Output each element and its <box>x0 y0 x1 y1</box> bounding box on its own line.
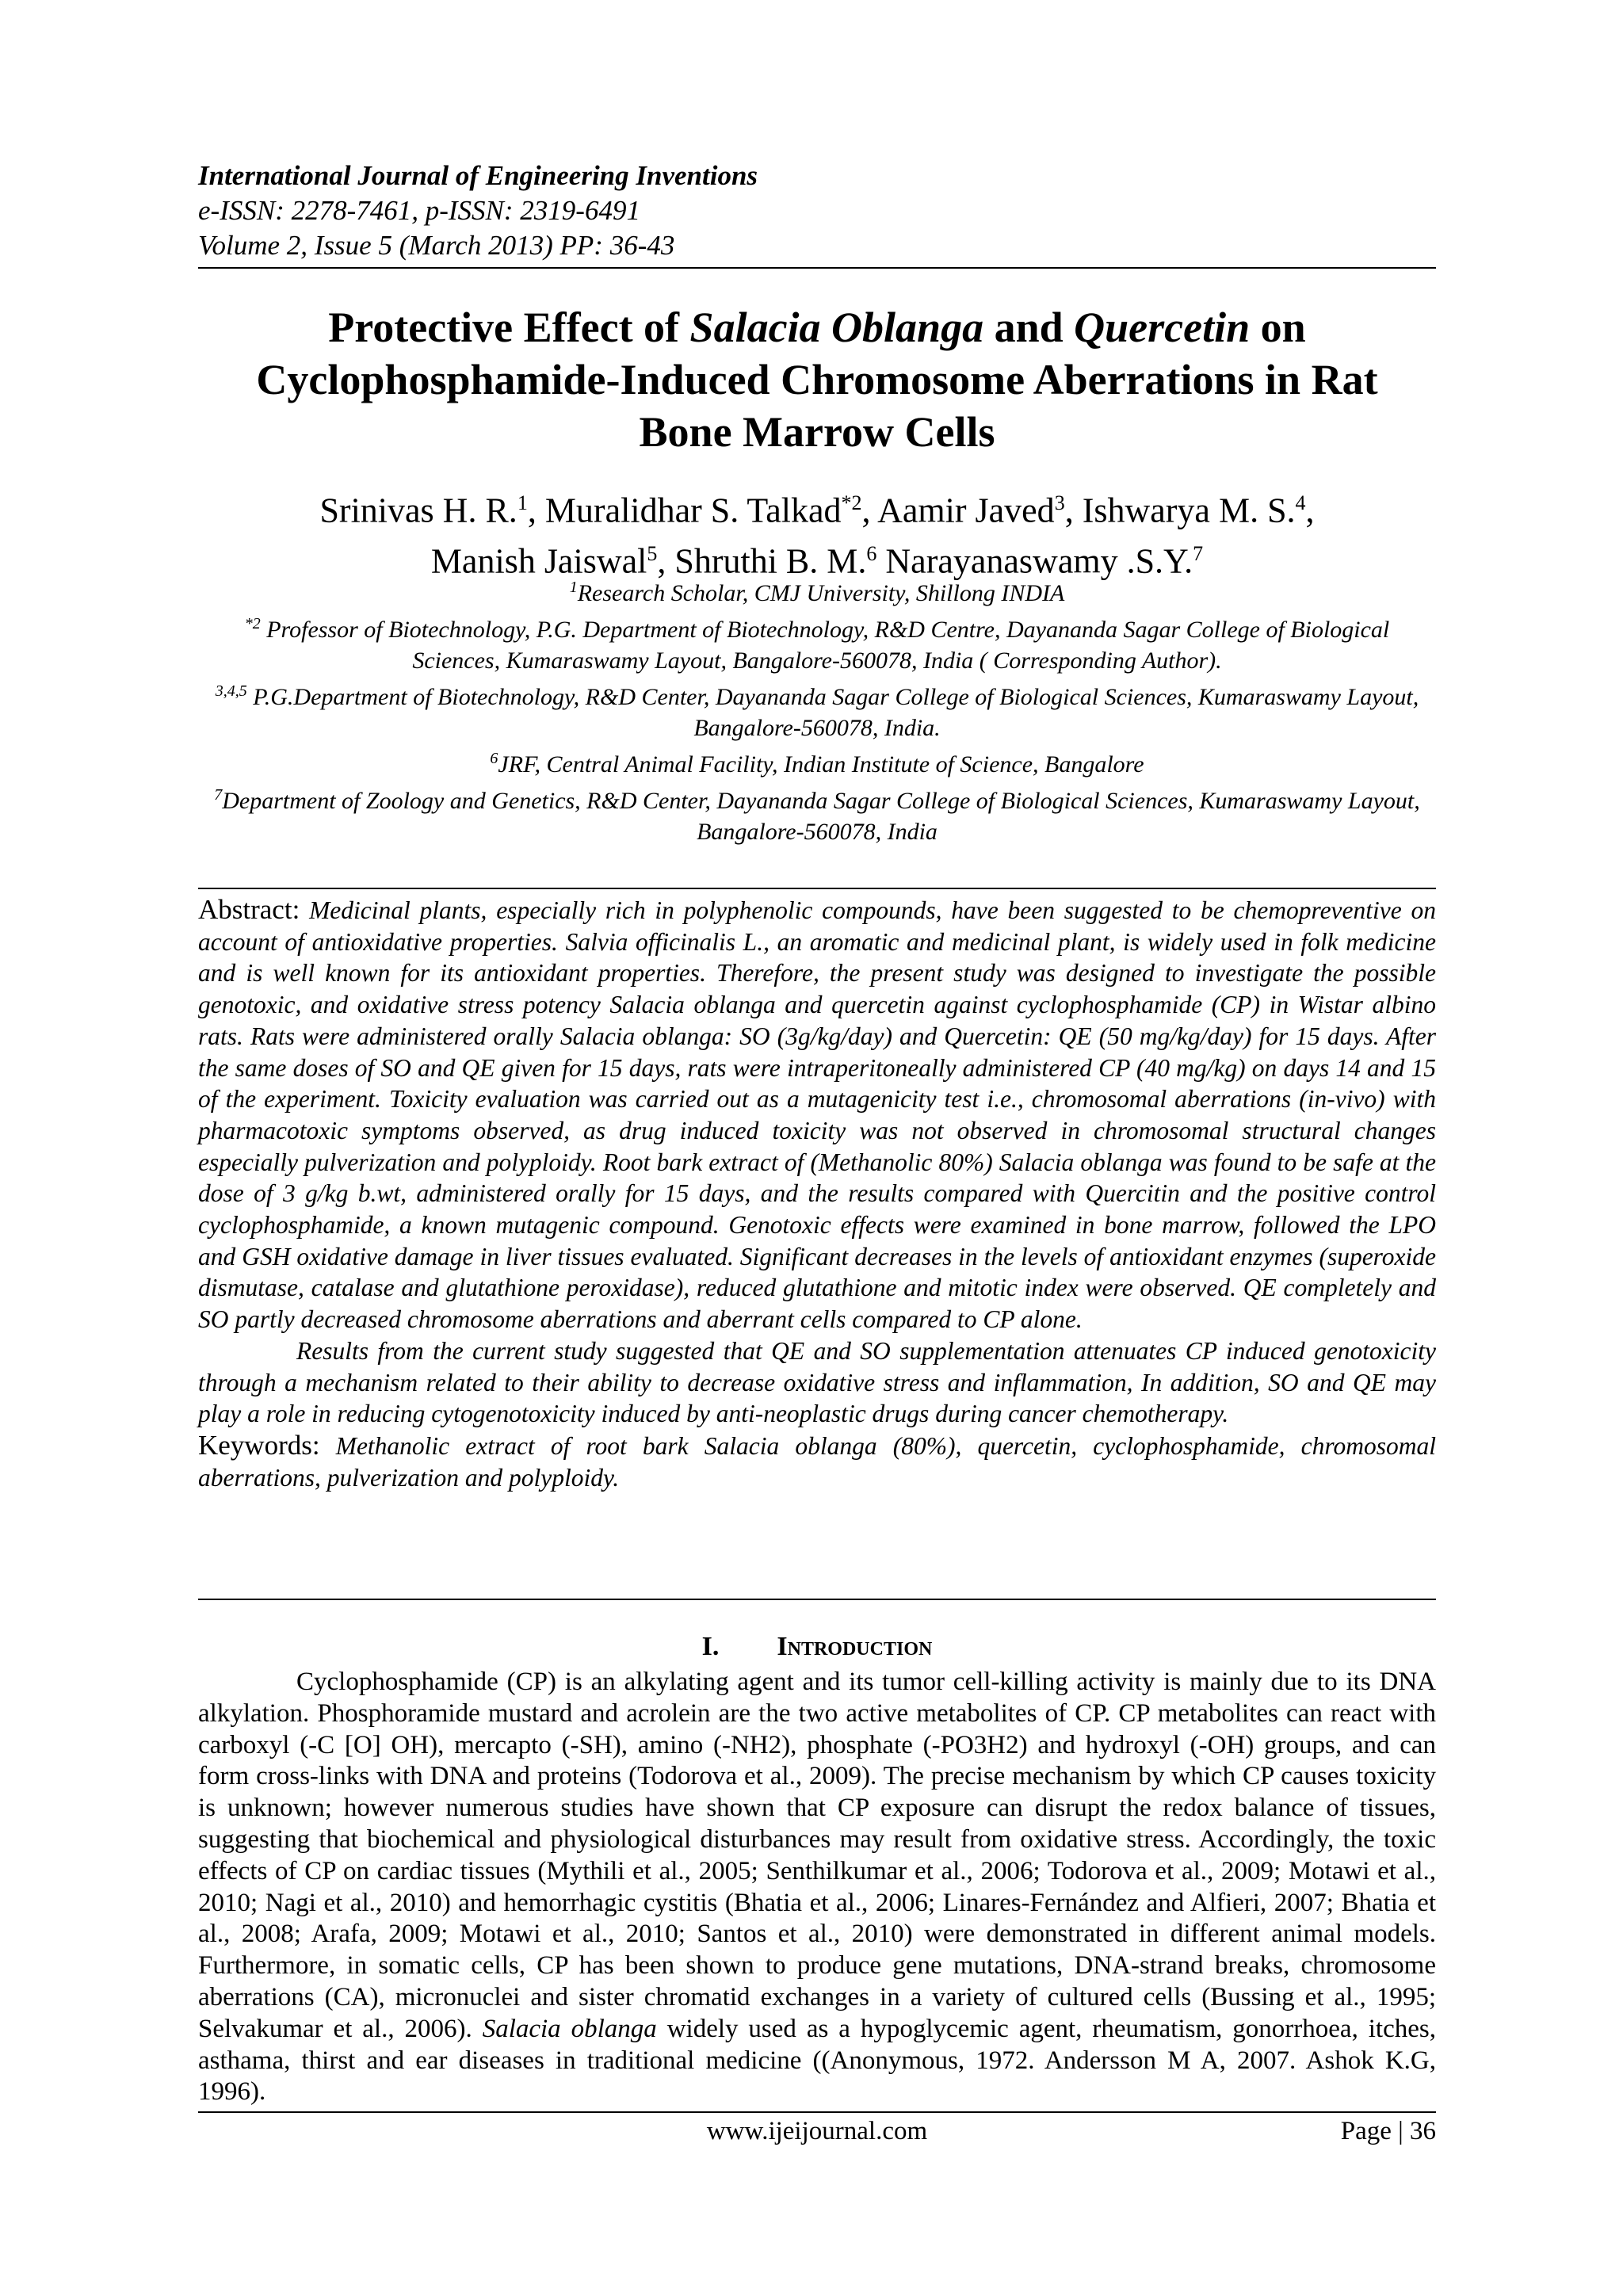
affiliation-sup: 3,4,5 <box>215 682 247 700</box>
title-line-3: Bone Marrow Cells <box>639 408 995 456</box>
author-sup: 7 <box>1193 541 1204 565</box>
journal-issn: e-ISSN: 2278-7461, p-ISSN: 2319-6491 <box>198 195 640 226</box>
section-number: I. <box>701 1632 720 1661</box>
abstract-label: Abstract: <box>198 894 300 925</box>
affiliation-sup: *2 <box>244 615 261 632</box>
header-rule <box>198 267 1436 269</box>
abstract-paragraph-2: Results from the current study suggested that QE and SO supplementation attenuates CP induced genotoxicity through a mechanism related to their ability to decrease oxidative stress and inflammation, In addition, SO and QE may play a role in reducing cytogenotoxicity induced by anti-neoplastic drugs during cancer chemotherapy. <box>198 1336 1436 1428</box>
author-line-1 <box>198 482 1436 533</box>
affiliation-text: P.G.Department of Biotechnology, R&D Center, Dayananda Sagar College of Biological Sciences, Kumaraswamy Layout, Bangalore-560078, India. <box>246 684 1419 741</box>
journal-header <box>198 159 1434 263</box>
author-name: Narayanaswamy .S.Y. <box>876 541 1193 581</box>
author-name: , Aamir Javed <box>861 491 1055 530</box>
abstract-text: Medicinal plants, especially rich in polyphenolic compounds, have been suggested to be chemopreventive on account of antioxidative properties. Salvia officinalis L., an aromatic and medicinal plant, is widely used in folk medicine and is well known for its antioxidant properties. Therefore, the present study was designed to investigate the possible genotoxic, and oxidative stress potency Salacia oblanga and quercetin against cyclophosphamide (CP) in Wistar albino rats. Rats were administered orally Salacia oblanga: SO (3g/kg/day) and Quercetin: QE (50 mg/kg/day) for 15 days. After the same doses of SO and QE given for 15 days, rats were intraperitoneally administered CP (40 mg/kg) on days 14 and 15 of the experiment. Toxicity evaluation was carried out as a mutagenicity test i.e., chromosomal aberrations (in-vivo) with pharmacotoxic symptoms observed, as drug induced toxicity was not observed in chromosomal structural changes especially pulverization and polyploidy. Root bark extract of (Methanolic 80%) Salacia oblanga was found to be safe at the dose of 3 g/kg b.wt, administered orally for 15 days, and the results compared with Quercitin and the positive control cyclophosphamide, a known mutagenic compound. Genotoxic effects were examined in bone marrow, followed the LPO and GSH oxidative damage in liver tissues evaluated. Significant decreases in the levels of antioxidant enzymes (superoxide dismutase, catalase and glutathione peroxidase), reduced glutathione and mitotic index were observed. QE completely and SO partly decreased chromosome aberrations and aberrant cells compared to CP alone. <box>198 896 1436 1334</box>
affiliation-7 <box>198 780 1436 847</box>
author-name: Srinivas H. R. <box>319 491 517 530</box>
affiliation-2 <box>198 609 1436 676</box>
affiliation-text: Research Scholar, CMJ University, Shillong INDIA <box>577 580 1065 606</box>
keywords-label: Keywords: <box>198 1429 320 1461</box>
abstract-paragraph-1 <box>198 894 1436 1335</box>
title-line-2: Cyclophosphamide-Induced Chromosome Aberrations in Rat <box>256 356 1378 403</box>
title-line-1 <box>198 301 1436 353</box>
title-text: and <box>983 304 1075 351</box>
intro-text: widely used as a hypoglycemic agent, rheumatism, gonorrhoea, itches, asthama, thirst and ear diseases in traditional medicine ((Anonymous, 1972. Andersson M A, 2007. Ashok K.G, 1996). <box>198 2014 1436 2107</box>
affiliations <box>198 572 1436 847</box>
keywords-text: Methanolic extract of root bark Salacia oblanga (80%), quercetin, cyclophosphamide, chromosomal aberrations, pulverization and polyploidy. <box>198 1431 1436 1492</box>
footer-page-number: Page | 36 <box>1340 2117 1436 2145</box>
title-species: Salacia Oblanga <box>689 304 984 351</box>
affiliation-1 <box>198 572 1436 609</box>
author-name: Manish Jaiswal <box>430 541 647 581</box>
affiliation-sup: 6 <box>490 750 498 767</box>
author-list <box>198 482 1436 583</box>
affiliation-6 <box>198 743 1436 780</box>
author-name: , Muralidhar S. Talkad <box>527 491 842 530</box>
author-sup: 5 <box>647 541 658 565</box>
affiliation-3 <box>198 676 1436 743</box>
section-heading <box>198 1631 1436 1663</box>
journal-volume: Volume 2, Issue 5 (March 2013) PP: 36-43 <box>198 230 675 261</box>
keywords <box>198 1430 1436 1493</box>
title-text: Protective Effect of <box>328 304 690 351</box>
affiliation-sup: 1 <box>569 579 578 596</box>
intro-species: Salacia oblanga <box>482 2014 657 2043</box>
author-sup: 4 <box>1295 491 1306 514</box>
author-name: , Ishwarya M. S. <box>1064 491 1296 530</box>
author-name: , Shruthi B. M. <box>657 541 867 581</box>
affiliation-text: JRF, Central Animal Facility, Indian Institute of Science, Bangalore <box>498 751 1144 777</box>
abstract-top-rule <box>198 888 1436 889</box>
affiliation-text: Professor of Biotechnology, P.G. Department of Biotechnology, R&D Centre, Dayananda Sagar College of Biological Sciences, Kumaraswamy Layout, Bangalore-560078, India ( Corresponding Author). <box>260 617 1390 674</box>
author-separator: , <box>1305 491 1315 530</box>
introduction-paragraph <box>198 1667 1436 2108</box>
intro-text: Cyclophosphamide (CP) is an alkylating agent and its tumor cell-killing activity is mainly due to its DNA alkylation. Phosphoramide mustard and acrolein are the two active metabolites of CP. CP metabolites can react with carboxyl (-C [O] OH), mercapto (-SH), amino (-NH2), phosphate (-PO3H2) and hydroxyl (-OH) groups, and can form cross-links with DNA and proteins (Todorova et al., 2009). The precise mechanism by which CP causes toxicity is unknown; however numerous studies have shown that CP exposure can disrupt the redox balance of tissues, suggesting that biochemical and physiological disturbances may result from oxidative stress. Accordingly, the toxic effects of CP on cardiac tissues (Mythili et al., 2005; Senthilkumar et al., 2006; Todorova et al., 2009; Motawi et al., 2010; Nagi et al., 2010) and hemorrhagic cystitis (Bhatia et al., 2006; Linares-Fernández and Alfieri, 2007; Bhatia et al., 2008; Arafa, 2009; Motawi et al., 2010; Santos et al., 2010) were demonstrated in different animal models. Furthermore, in somatic cells, CP has been shown to produce gene mutations, DNA-strand breaks, chromosome aberrations (CA), micronuclei and sister chromatid exchanges in a variety of cultured cells (Bussing et al., 1995; Selvakumar et al., 2006). <box>198 1668 1436 2043</box>
journal-title: International Journal of Engineering Inventions <box>198 160 758 191</box>
author-sup: 1 <box>517 491 528 514</box>
affiliation-text: Department of Zoology and Genetics, R&D Center, Dayananda Sagar College of Biological Sciences, Kumaraswamy Layout, Bangalore-560078, India <box>222 788 1420 845</box>
title-compound: Quercetin <box>1074 304 1251 351</box>
author-sup: *2 <box>841 491 862 514</box>
paper-title <box>198 301 1436 458</box>
footer-website: www.ijeijournal.com <box>706 2117 928 2145</box>
affiliation-sup: 7 <box>214 786 223 804</box>
author-sup: 3 <box>1054 491 1065 514</box>
abstract-bottom-rule <box>198 1599 1436 1600</box>
title-text: on <box>1250 304 1306 351</box>
footer-rule <box>198 2111 1436 2113</box>
abstract <box>198 894 1436 1493</box>
section-title: Introduction <box>777 1632 933 1661</box>
author-sup: 6 <box>866 541 877 565</box>
